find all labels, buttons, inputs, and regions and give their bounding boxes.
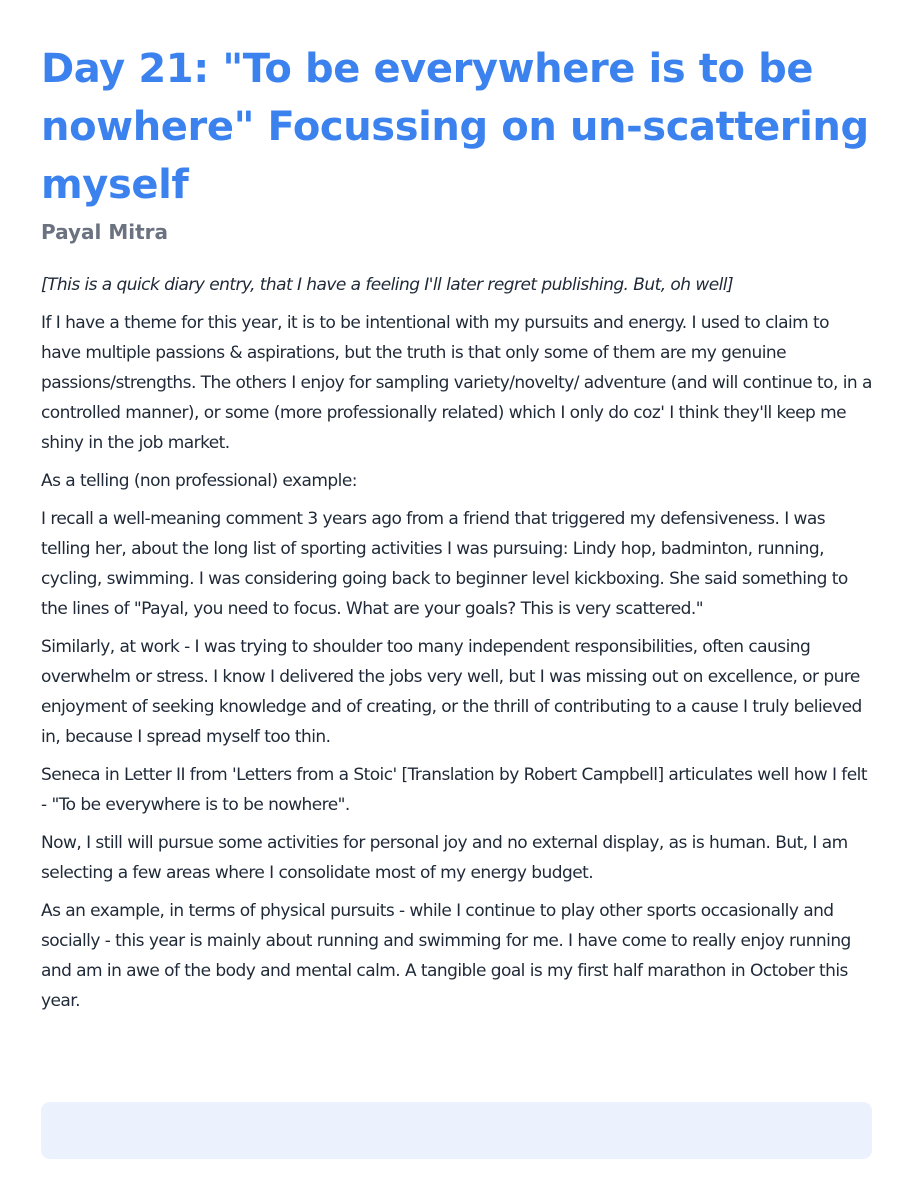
paragraph: If I have a theme for this year, it is to be intentional with my pursuits and energy. I used to claim to have multiple passions & aspirations, but the truth is that only some of them are my genuine passions/strengths. The others I enjoy for sampling variety/novelty/ adventure (and will continue to, in a controlled manner), or some (more professionally related) which I only do coz' I think they'll keep me shiny in the job market. (41, 313, 872, 453)
author-name: Payal Mitra (41, 220, 169, 244)
intro-note: [This is a quick diary entry, that I have a feeling I'll later regret publishing. But, oh well] (41, 275, 734, 295)
article (41, 40, 873, 1016)
paragraph: Seneca in Letter II from 'Letters from a Stoic' [Translation by Robert Campbell] articulates well how I felt - "To be everywhere is to be nowhere". (41, 765, 867, 815)
paragraph: I recall a well-meaning comment 3 years ago from a friend that triggered my defensiveness. I was telling her, about the long list of sporting activities I was pursuing: Lindy hop, badminton, running, cycling, swimming. I was considering going back to beginner level kickboxing. She said something to the lines of "Payal, you need to focus. What are your goals? This is very scattered." (41, 509, 848, 619)
article-title: Day 21: "To be everywhere is to be nowhere" Focussing on un-scattering myself (41, 46, 869, 208)
paragraph: Now, I still will pursue some activities for personal joy and no external display, as is human. But, I am selecting a few areas where I consolidate most of my energy budget. (41, 833, 848, 883)
paragraph: As a telling (non professional) example: (41, 471, 357, 491)
footer-box (41, 1102, 872, 1159)
paragraph: Similarly, at work - I was trying to shoulder too many independent responsibilities, often causing overwhelm or stress. I know I delivered the jobs very well, but I was missing out on excellence, or pure enjoyment of seeking knowledge and of creating, or the thrill of contributing to a cause I truly believed in, because I spread myself too thin. (41, 637, 862, 747)
paragraph: As an example, in terms of physical pursuits - while I continue to play other sports occasionally and socially - this year is mainly about running and swimming for me. I have come to really enjoy running and am in awe of the body and mental calm. A tangible goal is my first half marathon in October this year. (41, 901, 851, 1011)
